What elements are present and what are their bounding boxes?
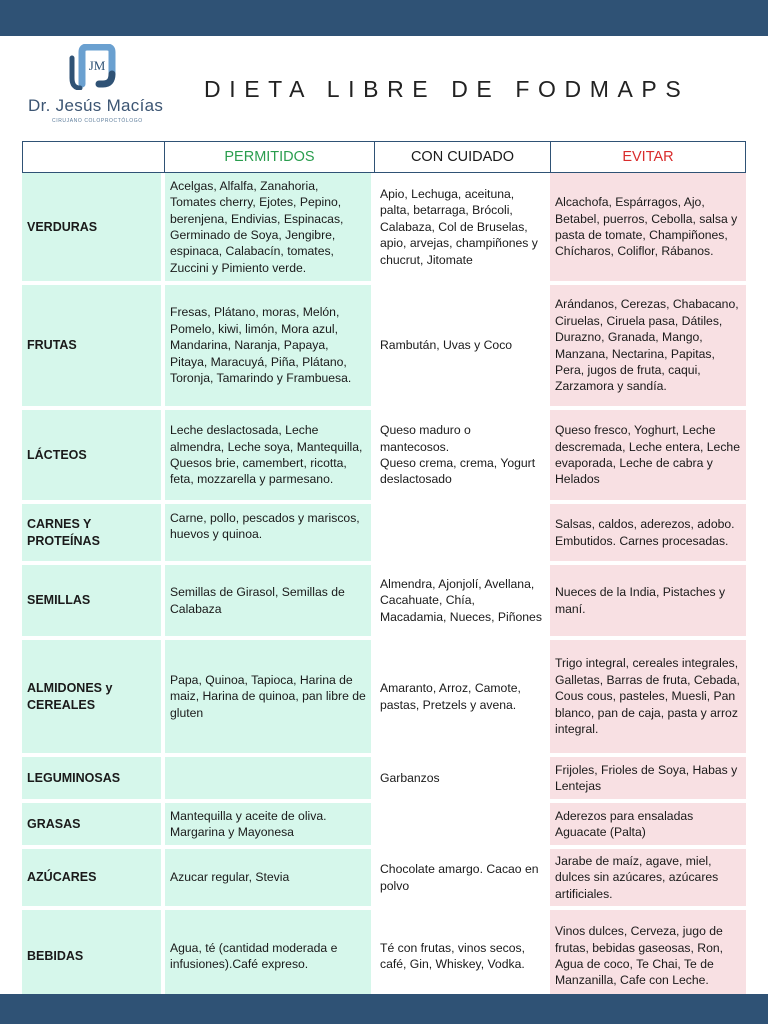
evitar-cell: Jarabe de maíz, agave, miel, dulces sin azúcares, azúcares artificiales. (550, 849, 746, 910)
table-row (22, 640, 746, 757)
header-permitidos: PERMITIDOS (165, 141, 375, 173)
con-cuidado-cell: Chocolate amargo. Cacao en polvo (375, 849, 550, 910)
logo (22, 44, 182, 130)
logo-monogram: JM (88, 58, 106, 73)
table-row (22, 757, 746, 803)
category-cell: SEMILLAS (22, 565, 165, 640)
permitidos-cell: Fresas, Plátano, moras, Melón, Pomelo, kiwi, limón, Mora azul, Mandarina, Naranja, Papaya, Pitaya, Maracuyá, Piña, Plátano, Toronja, Tamarindo y Frambuesa. (165, 285, 375, 410)
fodmap-table (22, 141, 746, 1006)
table-row (22, 565, 746, 640)
con-cuidado-cell: Amaranto, Arroz, Camote, pastas, Pretzels y avena. (375, 640, 550, 757)
table-row (22, 910, 746, 1006)
permitidos-cell: Mantequilla y aceite de oliva. Margarina y Mayonesa (165, 803, 375, 849)
colon-logo-icon (68, 44, 126, 90)
category-cell: VERDURAS (22, 173, 165, 285)
category-cell: GRASAS (22, 803, 165, 849)
permitidos-cell: Acelgas, Alfalfa, Zanahoria, Tomates cherry, Ejotes, Pepino, berenjena, Endivias, Espinacas, Germinado de Soya, Jengibre, espinaca, Calabacín, tomates, Zuccini y Pimiento verde. (165, 173, 375, 285)
header-row (22, 141, 746, 173)
category-cell: LÁCTEOS (22, 410, 165, 504)
evitar-cell: Queso fresco, Yoghurt, Leche descremada, Leche entera, Leche evaporada, Leche de cabra y Helados (550, 410, 746, 504)
category-cell: LEGUMINOSAS (22, 757, 165, 803)
table-row (22, 504, 746, 565)
top-bar (0, 0, 768, 36)
permitidos-cell (165, 757, 375, 803)
evitar-cell: Arándanos, Cerezas, Chabacano, Ciruelas, Ciruela pasa, Dátiles, Durazno, Granada, Mango, Manzana, Nectarina, Papitas, Pera, jugos de fruta, caqui, Zarzamora y sandía. (550, 285, 746, 410)
con-cuidado-cell: Almendra, Ajonjolí, Avellana, Cacahuate, Chía, Macadamia, Nueces, Piñones (375, 565, 550, 640)
category-cell: AZÚCARES (22, 849, 165, 910)
permitidos-cell: Carne, pollo, pescados y mariscos, huevos y quinoa. (165, 504, 375, 565)
evitar-cell: Frijoles, Frioles de Soya, Habas y Lentejas (550, 757, 746, 803)
con-cuidado-cell (375, 504, 550, 565)
con-cuidado-cell: Garbanzos (375, 757, 550, 803)
evitar-cell: Salsas, caldos, aderezos, adobo. Embutidos. Carnes procesadas. (550, 504, 746, 565)
permitidos-cell: Semillas de Girasol, Semillas de Calabaza (165, 565, 375, 640)
table-row (22, 285, 746, 410)
permitidos-cell: Azucar regular, Stevia (165, 849, 375, 910)
header-blank (22, 141, 165, 173)
permitidos-cell: Leche deslactosada, Leche almendra, Leche soya, Mantequilla, Quesos brie, camembert, ricotta, feta, mozzarella y parmesano. (165, 410, 375, 504)
evitar-cell: Alcachofa, Espárragos, Ajo, Betabel, puerros, Cebolla, salsa y pasta de tomate, Champiñones, Chícharos, Coliflor, Rábanos. (550, 173, 746, 285)
page-title: DIETA LIBRE DE FODMAPS (204, 76, 690, 102)
con-cuidado-cell (375, 803, 550, 849)
evitar-cell: Vinos dulces, Cerveza, jugo de frutas, bebidas gaseosas, Ron, Agua de coco, Te Chai, Te de Manzanilla, Cafe con Leche. (550, 910, 746, 1006)
category-cell: FRUTAS (22, 285, 165, 410)
evitar-cell: Aderezos para ensaladas Aguacate (Palta) (550, 803, 746, 849)
category-cell: ALMIDONES y CEREALES (22, 640, 165, 757)
header-evitar: EVITAR (550, 141, 746, 173)
category-cell: CARNES Y PROTEÍNAS (22, 504, 165, 565)
con-cuidado-cell: Queso maduro o mantecosos. Queso crema, crema, Yogurt deslactosado (375, 410, 550, 504)
table-row (22, 173, 746, 285)
logo-name: Dr. Jesús Macías (28, 96, 164, 115)
permitidos-cell: Agua, té (cantidad moderada e infusiones).Café expreso. (165, 910, 375, 1006)
category-cell: BEBIDAS (22, 910, 165, 1006)
permitidos-cell: Papa, Quinoa, Tapioca, Harina de maiz, Harina de quinoa, pan libre de gluten (165, 640, 375, 757)
table-row (22, 849, 746, 910)
evitar-cell: Nueces de la India, Pistaches y maní. (550, 565, 746, 640)
bottom-bar (0, 994, 768, 1024)
con-cuidado-cell: Rambután, Uvas y Coco (375, 285, 550, 410)
logo-subtitle: CIRUJANO COLOPROCTÓLOGO (52, 118, 143, 124)
header-con-cuidado: CON CUIDADO (375, 141, 550, 173)
evitar-cell: Trigo integral, cereales integrales, Galletas, Barras de fruta, Cebada, Cous cous, pasteles, Muesli, Pan blanco, pan de caja, pasta y arroz integral. (550, 640, 746, 757)
table-row (22, 410, 746, 504)
table-row (22, 803, 746, 849)
con-cuidado-cell: Apio, Lechuga, aceituna, palta, betarraga, Brócoli, Calabaza, Col de Bruselas, apio, arvejas, champiñones y chucrut, Jitomate (375, 173, 550, 285)
con-cuidado-cell: Té con frutas, vinos secos, café, Gin, Whiskey, Vodka. (375, 910, 550, 1006)
